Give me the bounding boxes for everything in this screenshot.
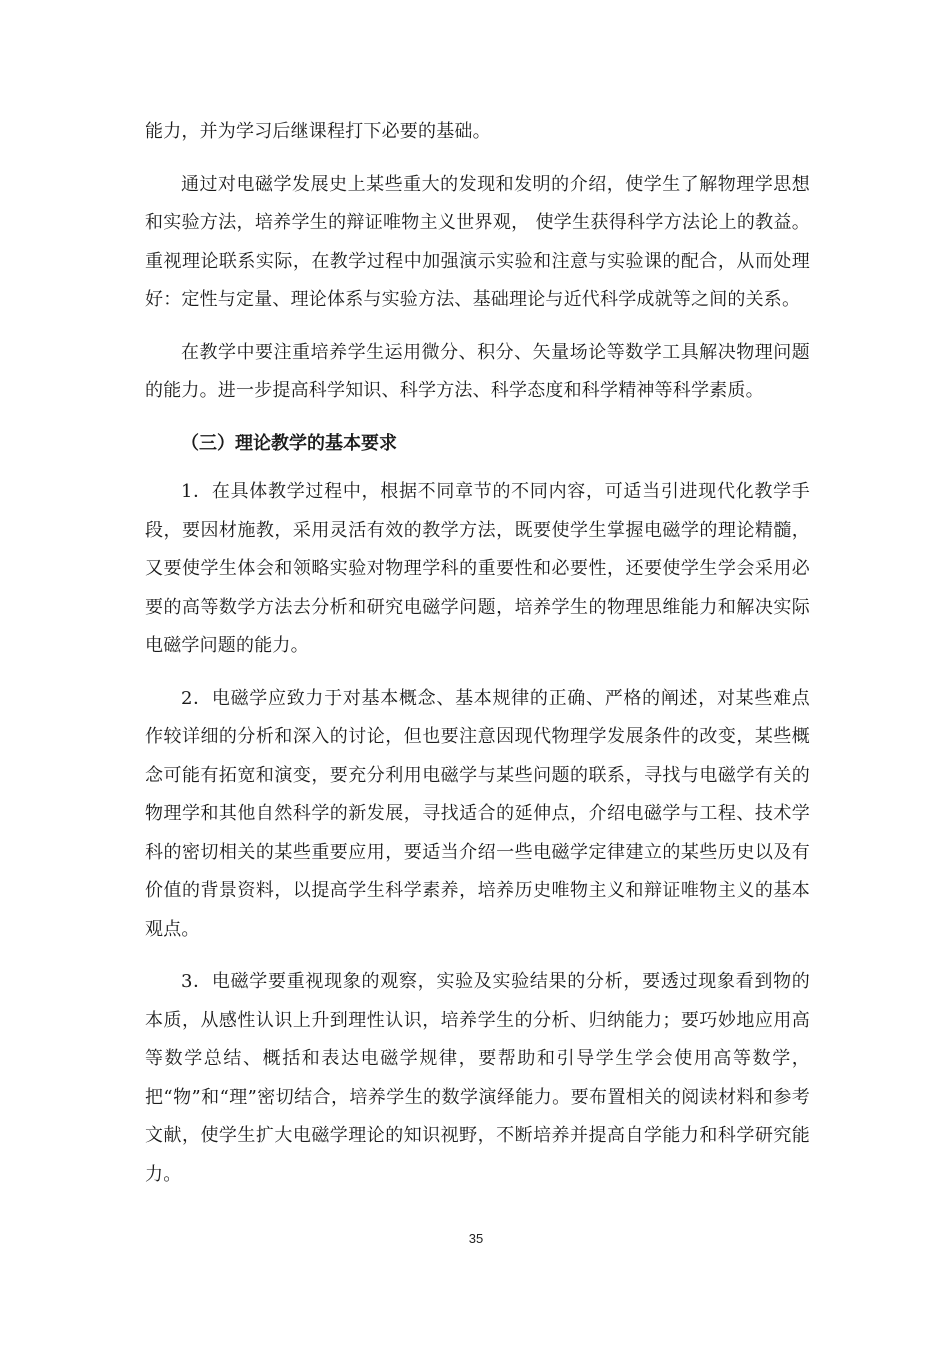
requirement-item-3: 3．电磁学要重视现象的观察，实验及实验结果的分析，要透过现象看到物的本质，从感性认识上升到理性认识，培养学生的分析、归纳能力；要巧妙地应用高等数学总结、概括和表达电磁学规律，要帮助和引导学生学会使用高等数学，把“物”和“理”密切结合，培养学生的数学演绎能力。要布置相关的阅读材料和参考文献，使学生扩大电磁学理论的知识视野，不断培养并提高自学能力和科学研究能力。 xyxy=(145,971,810,1185)
paragraph-history-methods: 通过对电磁学发展史上某些重大的发现和发明的介绍，使学生了解物理学思想和实验方法，培养学生的辩证唯物主义世界观， 使学生获得科学方法论上的教益。重视理论联系实际，在教学过程中加强演示实验和注意与实验课的配合，从而处理好：定性与定量、理论体系与实验方法、基础理论与近代科学成就等之间的关系。 xyxy=(145,173,810,310)
paragraph-math-tools: 在教学中要注重培养学生运用微分、积分、矢量场论等数学工具解决物理问题的能力。进一步提高科学知识、科学方法、科学态度和科学精神等科学素质。 xyxy=(145,341,810,401)
requirement-item-2: 2．电磁学应致力于对基本概念、基本规律的正确、严格的阐述，对某些难点作较详细的分析和深入的讨论，但也要注意因现代物理学发展条件的改变，某些概念可能有拓宽和演变，要充分利用电磁学与某些问题的联系，寻找与电磁学有关的物理学和其他自然科学的新发展，寻找适合的延伸点，介绍电磁学与工程、技术学科的密切相关的某些重要应用，要适当介绍一些电磁学定律建立的某些历史以及有价值的背景资料，以提高学生科学素养，培养历史唯物主义和辩证唯物主义的基本观点。 xyxy=(145,687,810,940)
paragraph-continuation: 能力，并为学习后继课程打下必要的基础。 xyxy=(145,121,491,142)
requirement-item-1: 1．在具体教学过程中，根据不同章节的不同内容，可适当引进现代化教学手段，要因材施教，采用灵活有效的教学方法，既要使学生掌握电磁学的理论精髓，又要使学生体会和领略实验对物理学科的重要性和必要性，还要使学生学会采用必要的高等数学方法去分析和研究电磁学问题，培养学生的物理思维能力和解决实际电磁学问题的能力。 xyxy=(145,481,810,656)
page-body xyxy=(145,113,810,1208)
page-number: 35 xyxy=(468,1231,484,1246)
section-heading: （三）理论教学的基本要求 xyxy=(181,432,397,454)
